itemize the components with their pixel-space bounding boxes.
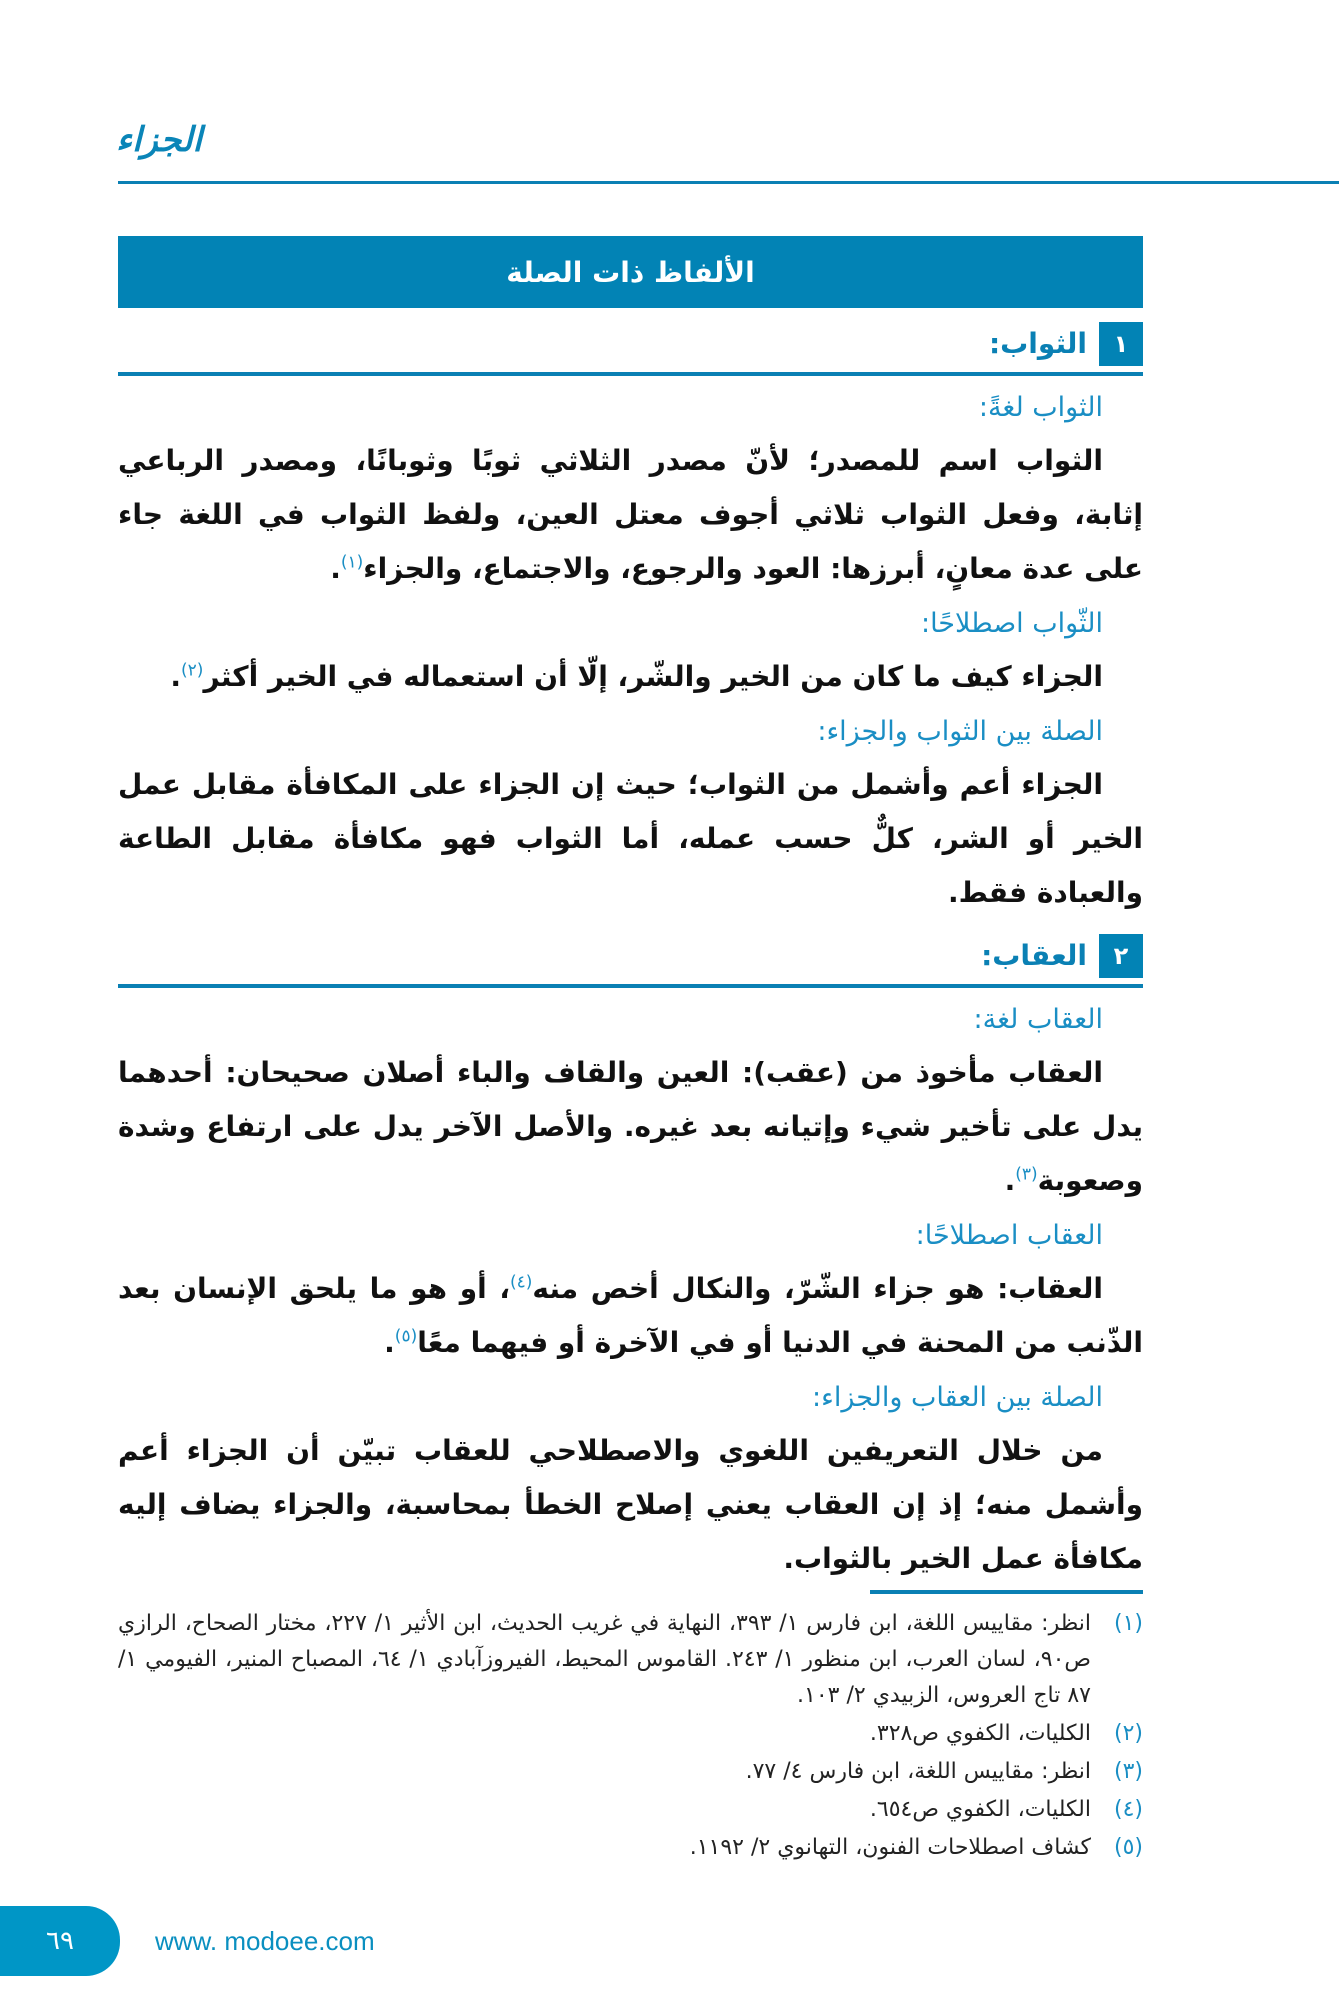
footnote-number: (٢) [1113, 1721, 1143, 1746]
subheading: الثواب لغةً: [978, 392, 1103, 423]
footnote-text: انظر: مقاييس اللغة، ابن فارس ١/ ٣٩٣، النهاية في غريب الحديث، ابن الأثير ١/ ٢٢٧، مختار الصحاح، الرازي ص٩٠، لسان العرب، ابن منظور ١/ ٢٤٣. القاموس المحيط، الفيروزآبادي ١/ ٦٤، المصباح المنير، الفيومي ١/ ٨٧ تاج العروس، الزبيدي ٢/ ١٠٣. [118, 1611, 1092, 1708]
subheading: الثّواب اصطلاحًا: [920, 608, 1103, 639]
section-number: ٢ [1099, 934, 1143, 978]
footnote-separator-row [118, 1590, 1143, 1594]
paragraph [118, 650, 1143, 704]
section-divider [118, 984, 1143, 988]
paragraph-line: العقاب: هو جزاء الشّرّ، والنكال أخص منه [532, 1272, 1103, 1305]
footnote-1 [118, 1606, 1143, 1714]
footnote-ref[interactable]: (٣) [1015, 1164, 1038, 1185]
footnote-5 [118, 1830, 1143, 1866]
chapter-title-logo: الجزاء [116, 120, 202, 160]
footnote-text: الكليات، الكفوي ص٣٢٨. [869, 1721, 1091, 1746]
section-title: الثواب: [988, 327, 1087, 360]
footnote-separator [870, 1590, 1143, 1594]
footnote-2 [118, 1716, 1143, 1752]
footnote-number: (٣) [1113, 1759, 1143, 1784]
footnote-ref[interactable]: (٢) [181, 660, 204, 681]
subheading: الصلة بين العقاب والجزاء: [812, 1382, 1103, 1413]
subheading: العقاب لغة: [973, 1004, 1103, 1035]
page-number: ٦٩ [0, 1906, 120, 1976]
paragraph-line-end: ، أو هو ما يلحق الإنسان بعد الذّنب من [118, 1272, 1143, 1359]
paragraph-line: والرجوع، والاجتماع، والجزاء [363, 552, 743, 585]
paragraph [118, 1424, 1143, 1586]
footnote-number: (١) [1113, 1611, 1143, 1636]
page-footer [0, 1896, 1339, 2006]
section-title: العقاب: [981, 939, 1087, 972]
section-number: ١ [1099, 322, 1143, 366]
page-content [118, 190, 1143, 1866]
paragraph-line-end: . [330, 552, 341, 585]
section-heading-thawab [118, 322, 1143, 366]
footnote-number: (٤) [1113, 1797, 1143, 1822]
footnotes [118, 1606, 1143, 1866]
footnote-ref[interactable]: (٥) [394, 1326, 418, 1347]
header-divider [118, 181, 1339, 184]
paragraph-line: إن العقاب يعني إصلاح الخطأ بمحاسبة، والجزاء يضاف إليه مكافأة عمل الخير بالثواب. [118, 1488, 1143, 1575]
page-header [0, 0, 1339, 190]
paragraph-line: من خلال التعريفين اللغوي والاصطلاحي للعقاب تبيّن أن الجزاء أعم وأشمل منه؛ إذ [118, 1434, 1143, 1521]
paragraph-line: المحنة في الدنيا أو في الآخرة أو فيهما معًا [417, 1326, 1005, 1359]
footnote-number: (٥) [1113, 1835, 1143, 1860]
paragraph-line: الثواب اسم للمصدر؛ لأنّ مصدر الثلاثي ثوبًا وثوبانًا، ومصدر الرباعي إثابة، وفعل [118, 444, 1143, 531]
footnote-text: كشاف اصطلاحات الفنون، التهانوي ٢/ ١١٩٢. [689, 1835, 1091, 1860]
footnote-4 [118, 1792, 1143, 1828]
paragraph-line: الثواب ثلاثي أجوف معتل العين، ولفظ الثواب في اللغة جاء على عدة معانٍ، أبرزها: العود [118, 498, 1143, 585]
paragraph [118, 1046, 1143, 1208]
footnote-text: انظر: مقاييس اللغة، ابن فارس ٤/ ٧٧. [745, 1759, 1091, 1784]
paragraph [118, 1262, 1143, 1370]
website-link[interactable]: www. modoee.com [155, 1926, 375, 1956]
paragraph-line: الجزاء كيف ما كان من الخير والشّر، إلّا أن استعماله في الخير أكثر [203, 660, 1103, 693]
footnote-3 [118, 1754, 1143, 1790]
footnote-ref[interactable]: (١) [340, 552, 364, 573]
paragraph-line-end: . [384, 1326, 395, 1359]
subheading: العقاب اصطلاحًا: [915, 1220, 1103, 1251]
paragraph [118, 758, 1143, 920]
footnote-ref[interactable]: (٤) [509, 1272, 533, 1293]
subheading: الصلة بين الثواب والجزاء: [817, 716, 1103, 747]
footnote-text: الكليات، الكفوي ص٦٥٤. [869, 1797, 1091, 1822]
paragraph-line: كلٌّ حسب عمله، أما الثواب فهو مكافأة مقابل الطاعة والعبادة فقط. [118, 822, 1143, 909]
section-divider [118, 372, 1143, 376]
section-heading-iqab [118, 934, 1143, 978]
paragraph-line: تأخير شيء وإتيانه بعد غيره. والأصل الآخر يدل على ارتفاع وشدة وصعوبة [118, 1110, 1143, 1197]
section-banner: الألفاظ ذات الصلة [118, 236, 1143, 308]
paragraph-line-end: . [1004, 1164, 1016, 1197]
paragraph-line: العقاب مأخوذ من (عقب): العين والقاف والباء أصلان صحيحان: أحدهما يدل على [118, 1056, 1144, 1143]
paragraph-line-end: . [170, 660, 182, 693]
paragraph [118, 434, 1143, 596]
paragraph-line: الجزاء أعم وأشمل من الثواب؛ حيث إن الجزاء على المكافأة مقابل عمل الخير أو الشر، [118, 768, 1143, 855]
